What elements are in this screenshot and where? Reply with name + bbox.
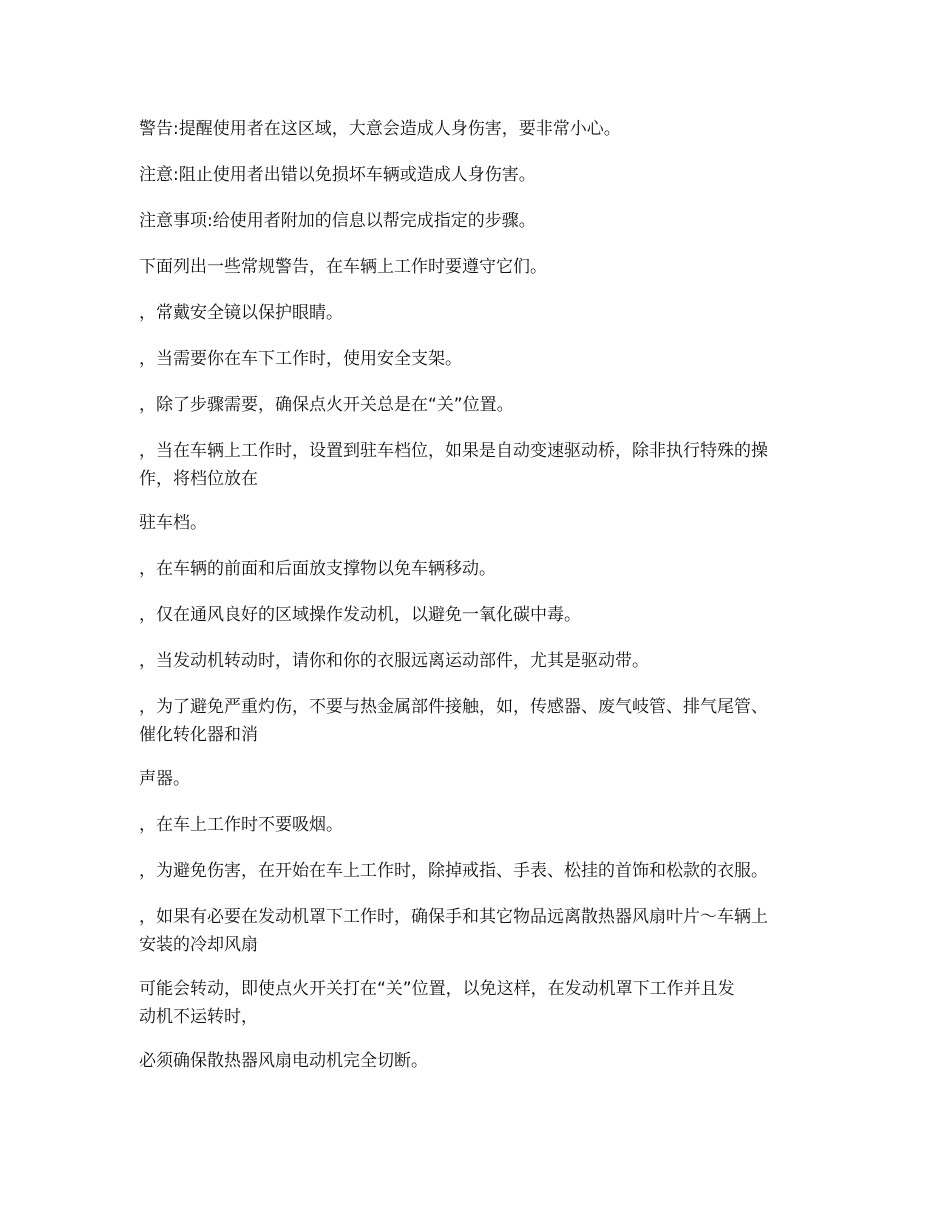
- text-line: 可能会转动，即使点火开关打在“关”位置，以免这样，在发动机罩下工作并且发: [139, 979, 735, 999]
- text-line: ，在车上工作时不要吸烟。: [139, 815, 343, 835]
- text-line: ，仅在通风良好的区域操作发动机，以避免一氧化碳中毒。: [139, 605, 581, 625]
- text-line: 下面列出一些常规警告，在车辆上工作时要遵守它们。: [139, 257, 547, 277]
- paragraph-remove-jewelry: [139, 857, 829, 885]
- text-line: 注意:阻止使用者出错以免损坏车辆或造成人身伤害。: [139, 165, 536, 185]
- paragraph-ignition-off: [139, 391, 829, 419]
- text-line: 必须确保散热器风扇电动机完全切断。: [139, 1051, 428, 1071]
- text-line: 警告:提醒使用者在这区域，大意会造成人身伤害，要非常小心。: [139, 119, 621, 139]
- text-line: ，如果有必要在发动机罩下工作时，确保手和其它物品远离散热器风扇叶片～车辆上: [139, 907, 768, 927]
- paragraph-hot-parts-continued: [139, 765, 829, 793]
- text-line: ，为避免伤害，在开始在车上工作时，除掉戒指、手表、松挂的首饰和松款的衣服。: [139, 861, 768, 881]
- paragraph-park-gear-continued: [139, 509, 829, 537]
- paragraph-general-warnings-intro: [139, 253, 829, 281]
- paragraph-disconnect-fan-motor: [139, 1047, 829, 1075]
- paragraph-fan-may-turn: [139, 975, 829, 1031]
- text-line: 作，将档位放在: [139, 469, 258, 489]
- paragraph-no-smoking: [139, 811, 829, 839]
- text-line: ，当发动机转动时，请你和你的衣服远离运动部件，尤其是驱动带。: [139, 651, 649, 671]
- paragraph-park-gear: [139, 437, 829, 493]
- text-line: ，当在车辆上工作时，设置到驻车档位，如果是自动变速驱动桥，除非执行特殊的操: [139, 441, 768, 461]
- text-line: 催化转化器和消: [139, 725, 258, 745]
- text-line: 声器。: [139, 769, 190, 789]
- text-line: ，常戴安全镜以保护眼睛。: [139, 303, 343, 323]
- paragraph-ventilation: [139, 601, 829, 629]
- paragraph-wheel-blocks: [139, 555, 829, 583]
- paragraph-safety-glasses: [139, 299, 829, 327]
- text-line: ，在车辆的前面和后面放支撑物以免车辆移动。: [139, 559, 496, 579]
- text-line: ，除了步骤需要，确保点火开关总是在“关”位置。: [139, 395, 514, 415]
- paragraph-caution-definition: [139, 161, 829, 189]
- text-line: ，当需要你在车下工作时，使用安全支架。: [139, 349, 462, 369]
- text-line: ，为了避免严重灼伤，不要与热金属部件接触，如，传感器、废气岐管、排气尾管、: [139, 697, 768, 717]
- paragraph-cooling-fan: [139, 903, 829, 959]
- text-line: 安装的冷却风扇: [139, 935, 258, 955]
- paragraph-hot-parts: [139, 693, 829, 749]
- text-line: 动机不运转时，: [139, 1007, 258, 1027]
- text-line: 注意事项:给使用者附加的信息以帮完成指定的步骤。: [139, 211, 536, 231]
- paragraph-notice-definition: [139, 207, 829, 235]
- paragraph-safety-stands: [139, 345, 829, 373]
- paragraph-moving-parts: [139, 647, 829, 675]
- paragraph-warning-definition: [139, 115, 829, 143]
- text-line: 驻车档。: [139, 513, 207, 533]
